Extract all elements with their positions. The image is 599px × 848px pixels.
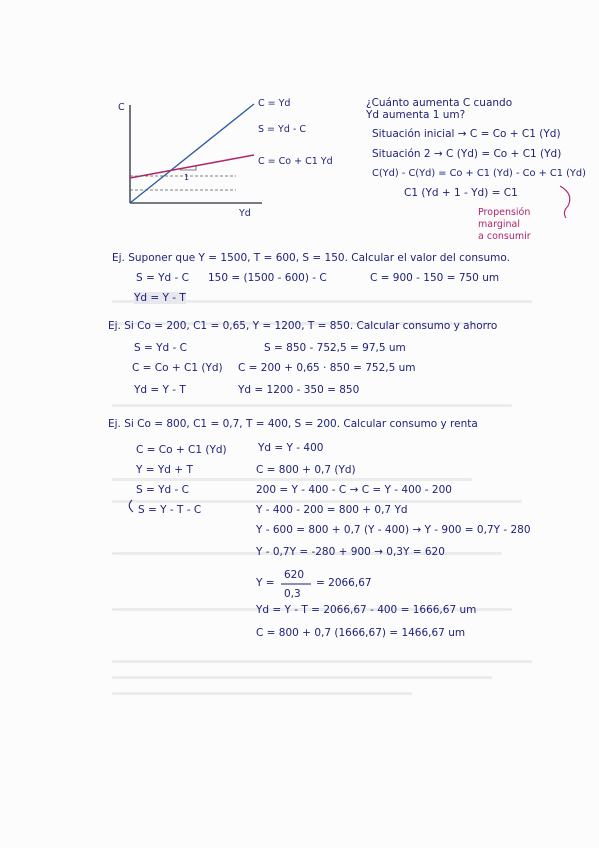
ex2-calc-2: C = 200 + 0,65 · 850 = 752,5 um — [238, 362, 416, 374]
note-question: ¿Cuánto aumenta C cuando Yd aumenta 1 um? — [366, 97, 513, 121]
note-annotation-2: marginal — [478, 219, 520, 230]
ex1-formula-2: Yd = Y - T — [134, 292, 186, 304]
ex3-step-9: C = 800 + 0,7 (1666,67) = 1466,67 um — [256, 627, 466, 639]
ex3-step-6: Y - 0,7Y = -280 + 900 → 0,3Y = 620 — [256, 546, 445, 558]
ex3-prompt: Ej. Si Co = 800, C1 = 0,7, T = 400, S = 200. Calcular consumo y renta — [108, 418, 478, 430]
note-annotation-3: a consumir — [478, 231, 531, 242]
ex3-step-2: C = 800 + 0,7 (Yd) — [256, 464, 356, 476]
ex2-formula-3: Yd = Y - T — [134, 384, 186, 396]
ex2-formula-2: C = Co + C1 (Yd) — [132, 362, 223, 374]
graph-line-label-consumption: C = Co + C1 Yd — [258, 156, 333, 167]
note-line-1: Situación inicial → C = Co + C1 (Yd) — [372, 128, 561, 140]
ex2-calc-3: Yd = 1200 - 350 = 850 — [238, 384, 360, 396]
ex3-formula-3: S = Yd - C — [136, 484, 190, 496]
ex1-formula-1: S = Yd - C — [136, 272, 190, 284]
ex2-calc-1: S = 850 - 752,5 = 97,5 um — [264, 342, 406, 354]
graph-line-label-savings: S = Yd - C — [258, 124, 306, 135]
bracket-mark — [129, 500, 133, 512]
ex3-step-7-result: = 2066,67 — [316, 577, 372, 589]
annotation-arrow-icon — [560, 186, 570, 218]
ex3-step-7-denominator: 0,3 — [284, 588, 301, 600]
ex3-step-7-numerator: 620 — [284, 569, 305, 581]
ex3-step-8: Yd = Y - T = 2066,67 - 400 = 1666,67 um — [256, 604, 477, 616]
graph-consumption-line — [130, 155, 254, 178]
ex3-formula-4: S = Y - T - C — [138, 504, 202, 516]
ex3-formula-2: Y = Yd + T — [136, 464, 193, 476]
ex3-step-1: Yd = Y - 400 — [258, 442, 324, 454]
ex3-formula-1: C = Co + C1 (Yd) — [136, 444, 227, 456]
ex3-step-5: Y - 600 = 800 + 0,7 (Y - 400) → Y - 900 = 0,7Y - 280 — [256, 524, 531, 536]
graph-marker-label: 1 — [184, 173, 190, 182]
ex3-step-7-lhs: Y = — [256, 577, 275, 589]
graph-y-label: C — [118, 102, 125, 113]
ex3-step-4: Y - 400 - 200 = 800 + 0,7 Yd — [256, 504, 408, 516]
note-line-4: C1 (Yd + 1 - Yd) = C1 — [404, 187, 518, 199]
note-annotation-1: Propensión — [478, 207, 531, 218]
ex1-calc-1: 150 = (1500 - 600) - C — [208, 272, 327, 284]
ex3-step-3: 200 = Y - 400 - C → C = Y - 400 - 200 — [256, 484, 452, 496]
graph-45-degree-line — [130, 104, 254, 203]
graph-line-label-c-yd: C = Yd — [258, 98, 291, 109]
note-line-3: C(Yd) - C(Yd) = Co + C1 (Yd) - Co + C1 (Yd) — [372, 168, 586, 179]
ex1-result-1: C = 900 - 150 = 750 um — [370, 272, 500, 284]
ex2-prompt: Ej. Si Co = 200, C1 = 0,65, Y = 1200, T = 850. Calcular consumo y ahorro — [108, 320, 498, 332]
ex1-prompt: Ej. Suponer que Y = 1500, T = 600, S = 150. Calcular el valor del consumo. — [112, 252, 510, 264]
note-line-2: Situación 2 → C (Yd) = Co + C1 (Yd) — [372, 148, 562, 160]
graph-x-label: Yd — [239, 208, 251, 219]
ex2-formula-1: S = Yd - C — [134, 342, 188, 354]
